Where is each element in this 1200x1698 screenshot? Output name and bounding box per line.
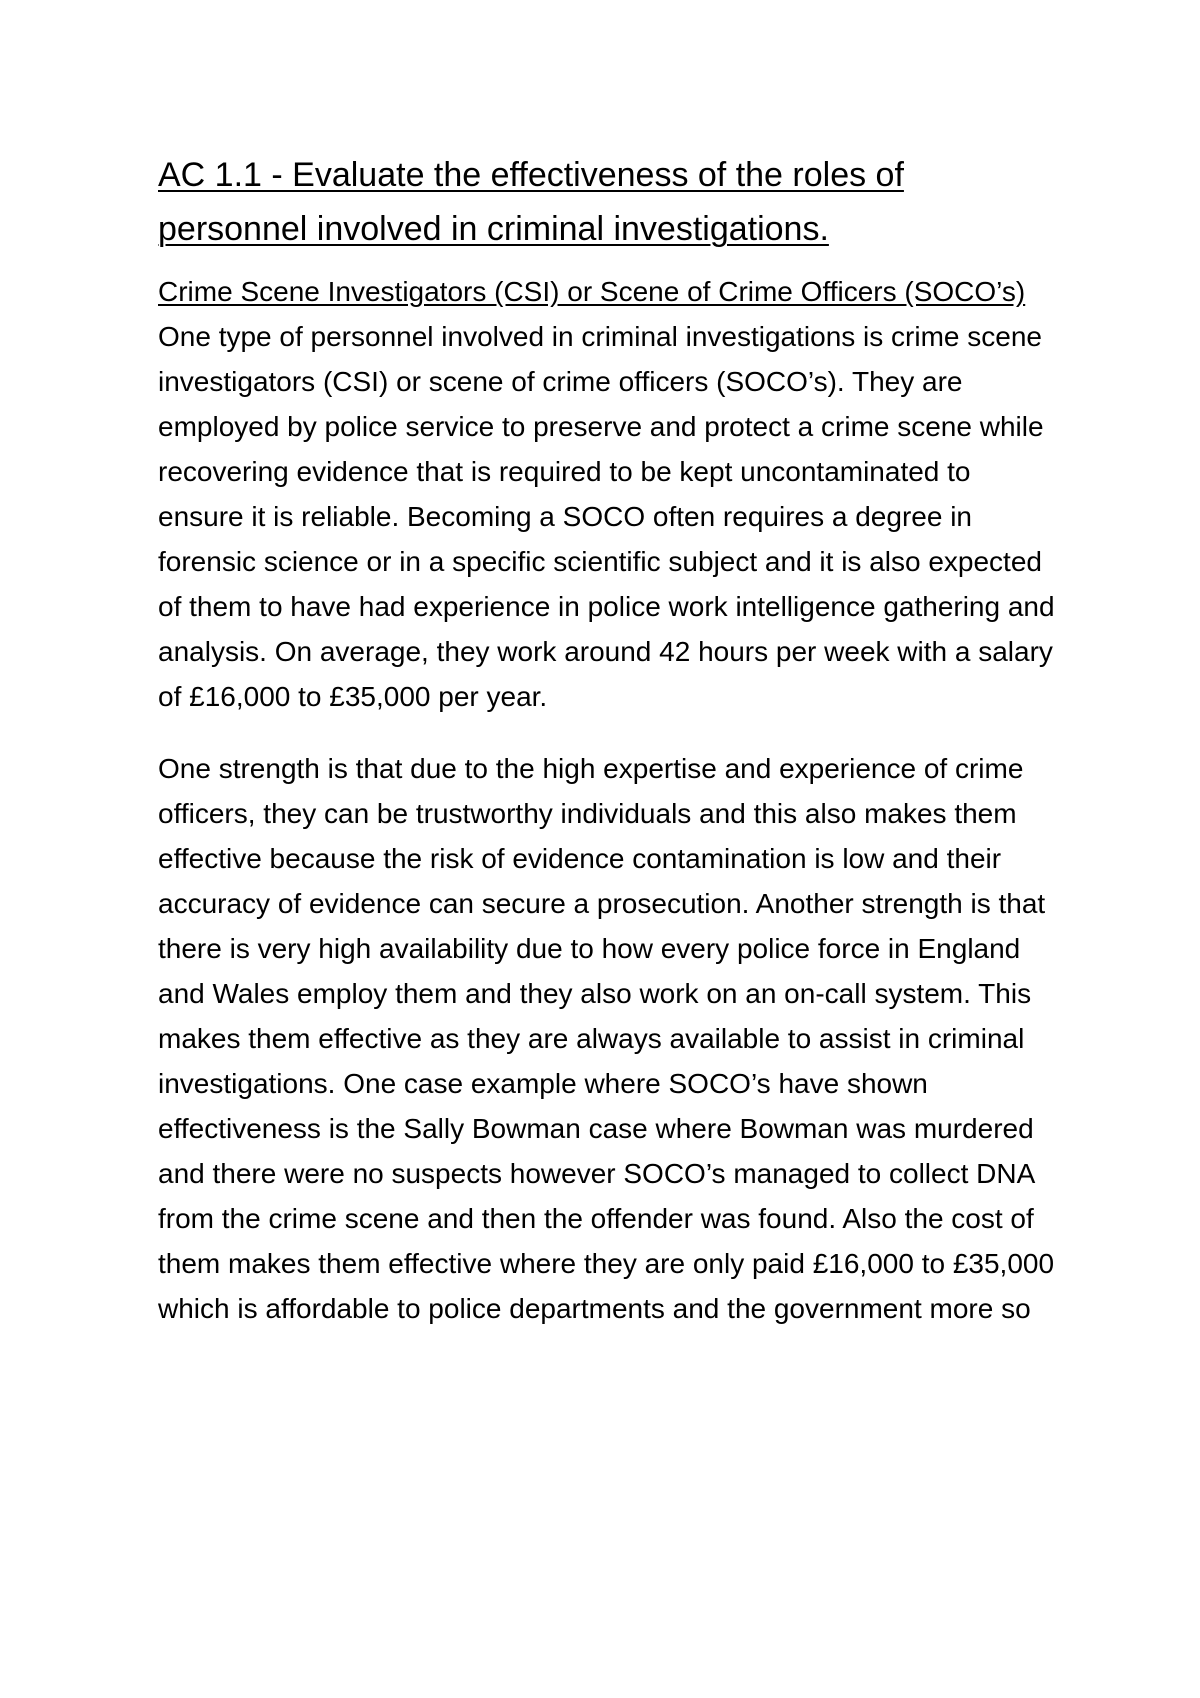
section-heading: Crime Scene Investigators (CSI) or Scene of Crime Officers (SOCO’s)	[158, 276, 1026, 307]
document-title: AC 1.1 - Evaluate the effectiveness of the roles of personnel involved in criminal investigations.	[158, 156, 904, 248]
document-page	[158, 148, 1058, 1331]
paragraph-strengths: One strength is that due to the high expertise and experience of crime officers, they can be trustworthy individuals and this also makes them effective because the risk of evidence contamination is low and their accuracy of evidence can secure a prosecution. Another strength is that there is very high availability due to how every police force in England and Wales employ them and they also work on an on-call system. This makes them effective as they are always available to assist in criminal investigations. One case example where SOCO’s have shown effectiveness is the Sally Bowman case where Bowman was murdered and there were no suspects however SOCO’s managed to collect DNA from the crime scene and then the offender was found. Also the cost of them makes them effective where they are only paid £16,000 to £35,000 which is affordable to police departments and the government more so	[158, 753, 1055, 1324]
paragraph-intro: One type of personnel involved in criminal investigations is crime scene investigators (CSI) or scene of crime officers (SOCO’s). They are employed by police service to preserve and protect a crime scene while recovering evidence that is required to be kept uncontaminated to ensure it is reliable. Becoming a SOCO often requires a degree in forensic science or in a specific scientific subject and it is also expected of them to have had experience in police work intelligence gathering and analysis. On average, they work around 42 hours per week with a salary of £16,000 to £35,000 per year.	[158, 321, 1055, 712]
